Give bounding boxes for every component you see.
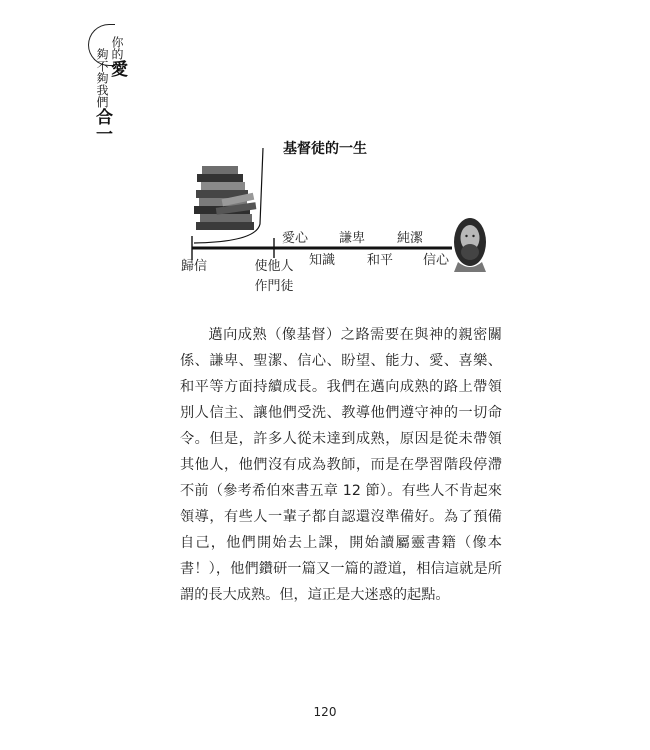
book-stack-illustration — [194, 166, 256, 230]
header-b-small: 夠不夠我們 — [95, 48, 109, 108]
label-make-disciples-2: 作門徒 — [254, 279, 294, 294]
jesus-portrait-illustration — [454, 218, 486, 272]
diagram-title: 基督徒的一生 — [283, 141, 367, 157]
header-b-big: 合一 — [92, 108, 112, 142]
label-love: 愛心 — [281, 231, 309, 246]
label-purity: 純潔 — [396, 231, 424, 246]
label-faith: 信心 — [422, 253, 450, 268]
header-a-big: 愛 — [107, 60, 127, 77]
label-humility: 謙卑 — [338, 231, 366, 246]
page-number: 120 — [313, 705, 337, 719]
header-a-small: 你的 — [110, 36, 124, 60]
label-knowledge: 知識 — [308, 253, 336, 268]
body-text — [180, 322, 502, 608]
body-paragraph: 邁向成熟（像基督）之路需要在與神的親密關係、謙卑、聖潔、信心、盼望、能力、愛、喜樂、和平等方面持續成長。我們在邁向成熟的路上帶領別人信主、讓他們受洗、教導他們遵守神的一切命令。但是，許多人從未達到成熟，原因是從未帶領其他人，他們沒有成為教師，而是在學習階段停滯不前（參考希伯來書五章 12 節）。有些人不肯起來領導，有些人一輩子都自認還沒準備好。為了預備自己，他們開始去上課，開始讀屬靈書籍（像本書！），他們鑽研一篇又一篇的證道，相信這就是所謂的長大成熟。但，這正是大迷惑的起點。 — [180, 327, 502, 603]
label-peace: 和平 — [366, 253, 394, 268]
christian-life-diagram — [0, 0, 650, 320]
label-conversion: 歸信 — [180, 259, 208, 274]
label-make-disciples-1: 使他人 — [254, 259, 294, 274]
